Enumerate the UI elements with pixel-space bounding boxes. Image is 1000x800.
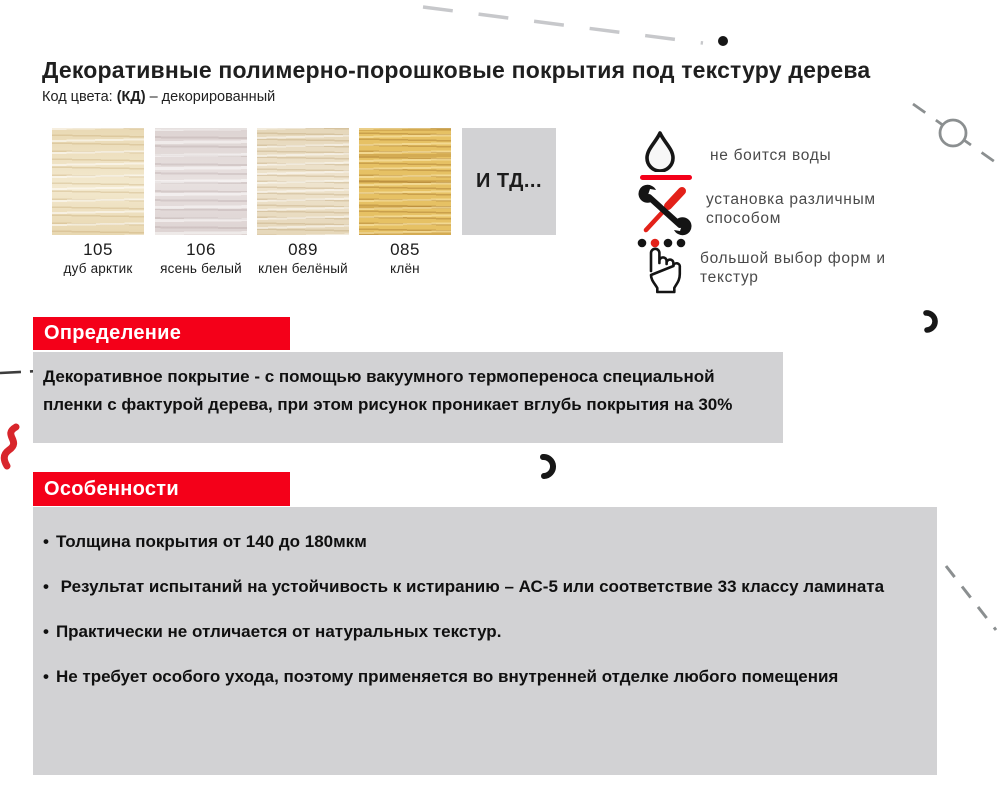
swatch-name: клён <box>390 261 420 277</box>
benefit-water-resistant <box>640 130 940 180</box>
swatch-label-105 <box>52 240 144 278</box>
dashed-line-top <box>415 0 715 50</box>
dashed-line-bottom-right <box>938 558 1000 636</box>
features-panel <box>33 507 937 775</box>
definition-heading-label: Определение <box>44 322 182 344</box>
swatch-name: дуб арктик <box>63 261 133 277</box>
features-heading-label: Особенности <box>44 477 179 500</box>
water-drop-icon <box>640 130 692 180</box>
swatch-code: 106 <box>186 240 216 259</box>
etc-box <box>462 128 556 235</box>
subtitle-prefix: Код цвета: <box>42 89 117 105</box>
swatch-name: клен белёный <box>258 261 348 277</box>
comma-mark-middle <box>539 454 559 480</box>
wood-swatch-085 <box>359 128 451 235</box>
hand-select-icon <box>636 237 690 295</box>
swatch-label-085 <box>359 240 451 278</box>
feature-item: • Толщина покрытия от 140 до 180мкм <box>43 527 918 557</box>
features-heading <box>33 472 290 506</box>
page-title: Декоративные полимерно-порошковые покрытия под текстуру дерева <box>42 57 871 83</box>
swatch-code: 089 <box>288 240 318 259</box>
donut-dot-icon <box>718 36 728 46</box>
red-underline <box>640 175 692 180</box>
wood-swatch-106 <box>155 128 247 235</box>
swatch-name: ясень белый <box>160 261 242 277</box>
subtitle-code: (КД) <box>116 89 146 105</box>
subtitle-suffix: – декорированный <box>145 89 276 105</box>
definition-heading <box>33 317 290 350</box>
swatch-code: 085 <box>390 240 420 259</box>
comma-mark-right <box>922 310 940 334</box>
benefit-label: установка различным способом <box>706 191 876 227</box>
swatch-label-106 <box>145 240 257 278</box>
benefit-choice <box>636 237 940 295</box>
benefit-label: большой выбор форм и текстур <box>700 250 886 286</box>
etc-label: И ТД... <box>475 170 543 192</box>
feature-item: • Результат испытаний на устойчивость к истиранию – АС-5 или соответствие 33 классу ламината <box>43 572 918 602</box>
swatch-code: 105 <box>83 240 113 259</box>
benefit-installation <box>636 184 936 236</box>
benefit-label: не боится воды <box>710 147 832 164</box>
features-list <box>43 527 919 692</box>
swatch-label-089 <box>245 240 361 278</box>
red-squiggle-left-edge <box>0 423 26 471</box>
tools-icon <box>636 184 694 236</box>
definition-panel <box>33 352 783 443</box>
definition-body: Декоративное покрытие - с помощью вакуумного термопереноса специальной пленки с фактурой дерева, при этом рисунок проникает вглубь покрытия на 30% <box>43 367 733 414</box>
wood-swatch-105 <box>52 128 144 235</box>
feature-item: • Не требует особого ухода, поэтому применяется во внутренней отделке любого помещения <box>43 662 918 692</box>
color-code-subtitle <box>42 89 275 105</box>
wood-swatch-089 <box>257 128 349 235</box>
feature-item: • Практически не отличается от натуральных текстур. <box>43 617 918 647</box>
